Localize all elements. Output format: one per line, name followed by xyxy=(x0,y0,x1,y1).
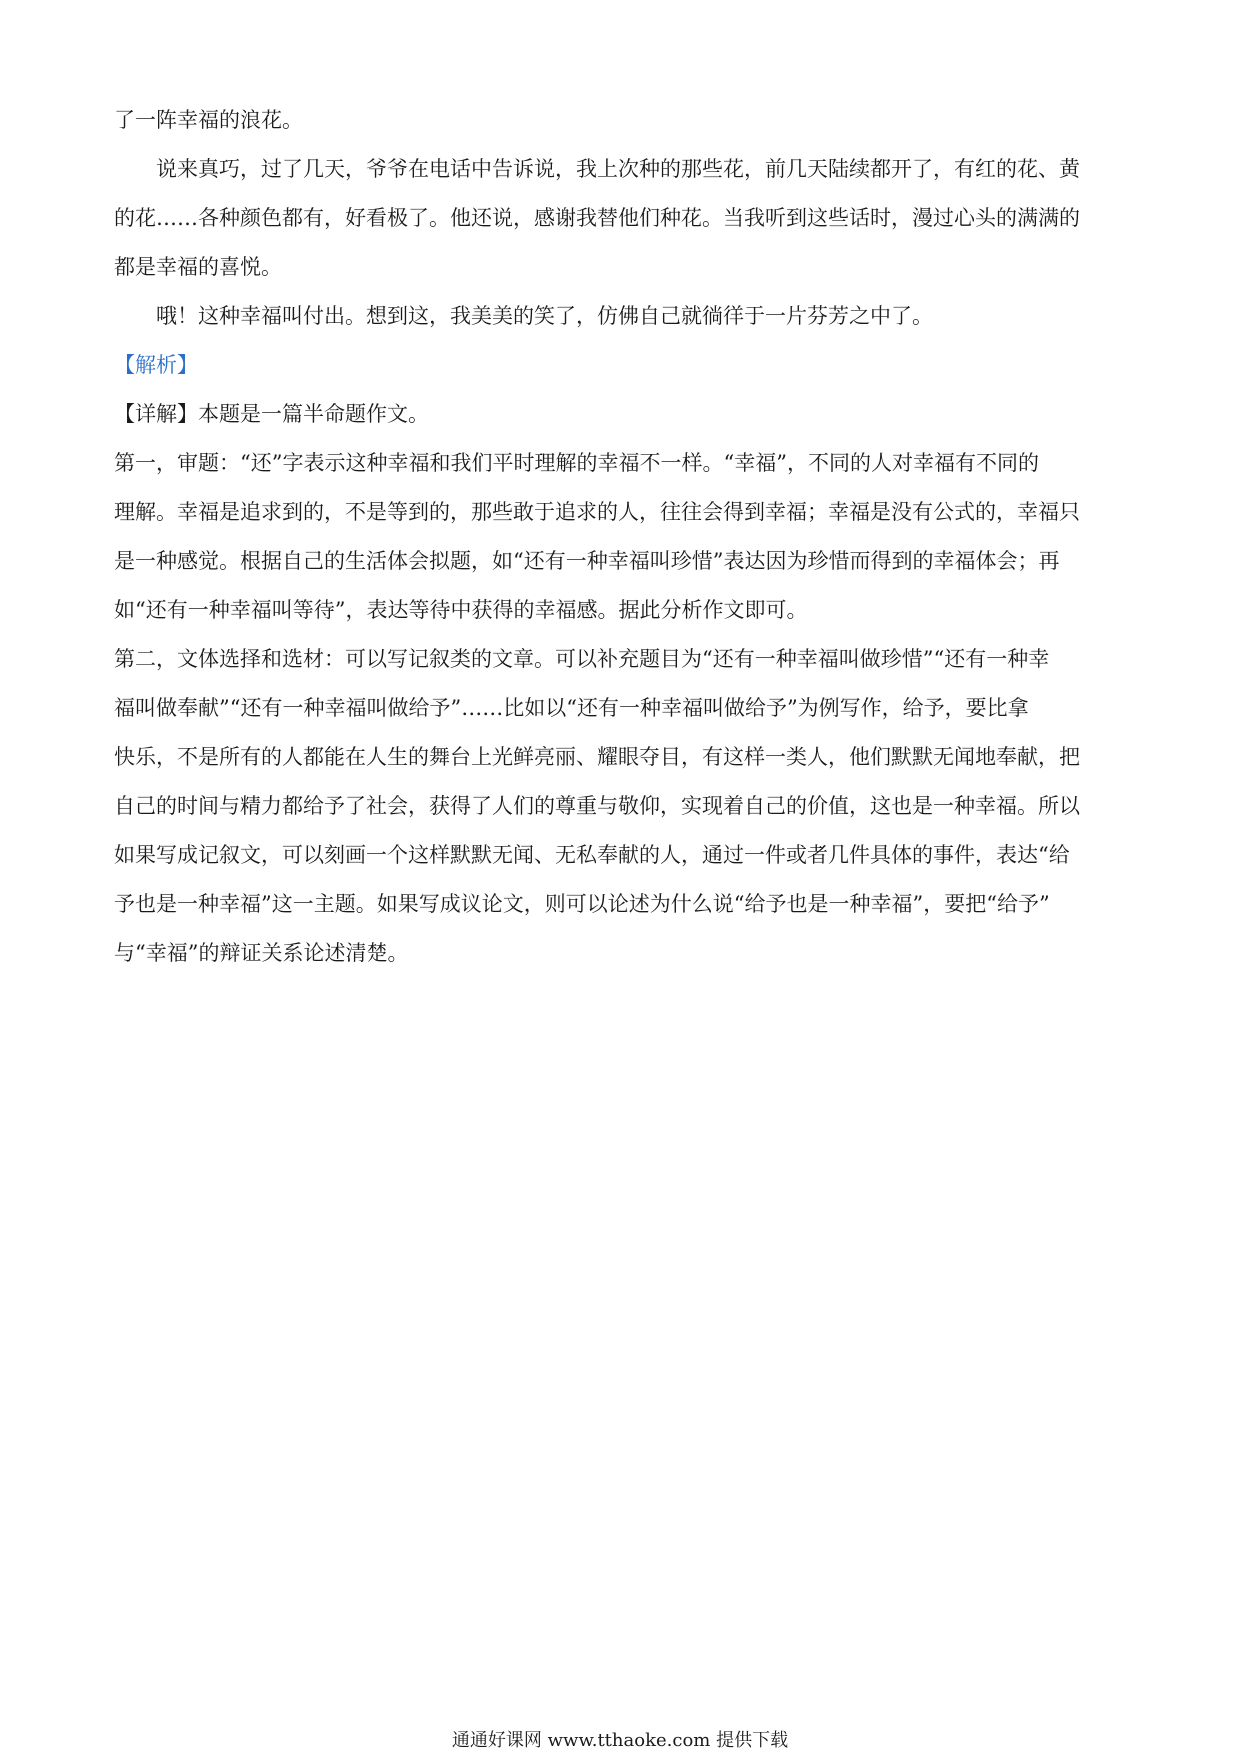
analysis-line: 理解。幸福是追求到的，不是等到的，那些敢于追求的人，往往会得到幸福；幸福是没有公式的，幸福只 xyxy=(114,500,1080,524)
analysis-heading: 【解析】 xyxy=(114,353,198,377)
page-footer: 通通好课网 www.tthaoke.com 提供下载 xyxy=(451,1730,789,1751)
essay-line: 都是幸福的喜悦。 xyxy=(114,255,282,279)
essay-line: 的花……各种颜色都有，好看极了。他还说，感谢我替他们种花。当我听到这些话时，漫过心头的满满的 xyxy=(114,206,1080,230)
analysis-line: 是一种感觉。根据自己的生活体会拟题，如“还有一种幸福叫珍惜”表达因为珍惜而得到的幸福体会；再 xyxy=(114,549,1060,573)
analysis-line: 如“还有一种幸福叫等待”，表达等待中获得的幸福感。据此分析作文即可。 xyxy=(114,598,808,622)
essay-paragraph-start: 说来真巧，过了几天，爷爷在电话中告诉说，我上次种的那些花，前几天陆续都开了，有红的花、黄 xyxy=(156,157,1080,181)
analysis-line: 如果写成记叙文，可以刻画一个这样默默无闻、无私奉献的人，通过一件或者几件具体的事件，表达“给 xyxy=(114,843,1070,867)
analysis-line: 自己的时间与精力都给予了社会，获得了人们的尊重与敬仰，实现着自己的价值，这也是一种幸福。所以 xyxy=(114,794,1080,818)
essay-paragraph-start: 哦！这种幸福叫付出。想到这，我美美的笑了，仿佛自己就徜徉于一片芬芳之中了。 xyxy=(156,304,933,328)
analysis-line: 快乐，不是所有的人都能在人生的舞台上光鲜亮丽、耀眼夺目，有这样一类人，他们默默无闻地奉献，把 xyxy=(114,745,1080,769)
analysis-line: 与“幸福”的辩证关系论述清楚。 xyxy=(114,941,409,965)
analysis-line: 福叫做奉献”“还有一种幸福叫做给予”……比如以“还有一种幸福叫做给予”为例写作，给予，要比拿 xyxy=(114,696,1029,720)
analysis-line: 予也是一种幸福”这一主题。如果写成议论文，则可以论述为什么说“给予也是一种幸福”，要把“给予” xyxy=(114,892,1050,916)
analysis-line: 第二，文体选择和选材：可以写记叙类的文章。可以补充题目为“还有一种幸福叫做珍惜”“还有一种幸 xyxy=(114,647,1050,671)
essay-line: 了一阵幸福的浪花。 xyxy=(114,108,303,132)
analysis-line: 第一，审题：“还”字表示这种幸福和我们平时理解的幸福不一样。“幸福”，不同的人对幸福有不同的 xyxy=(114,451,1039,475)
document-body xyxy=(114,96,1124,978)
analysis-line: 【详解】本题是一篇半命题作文。 xyxy=(114,402,429,426)
